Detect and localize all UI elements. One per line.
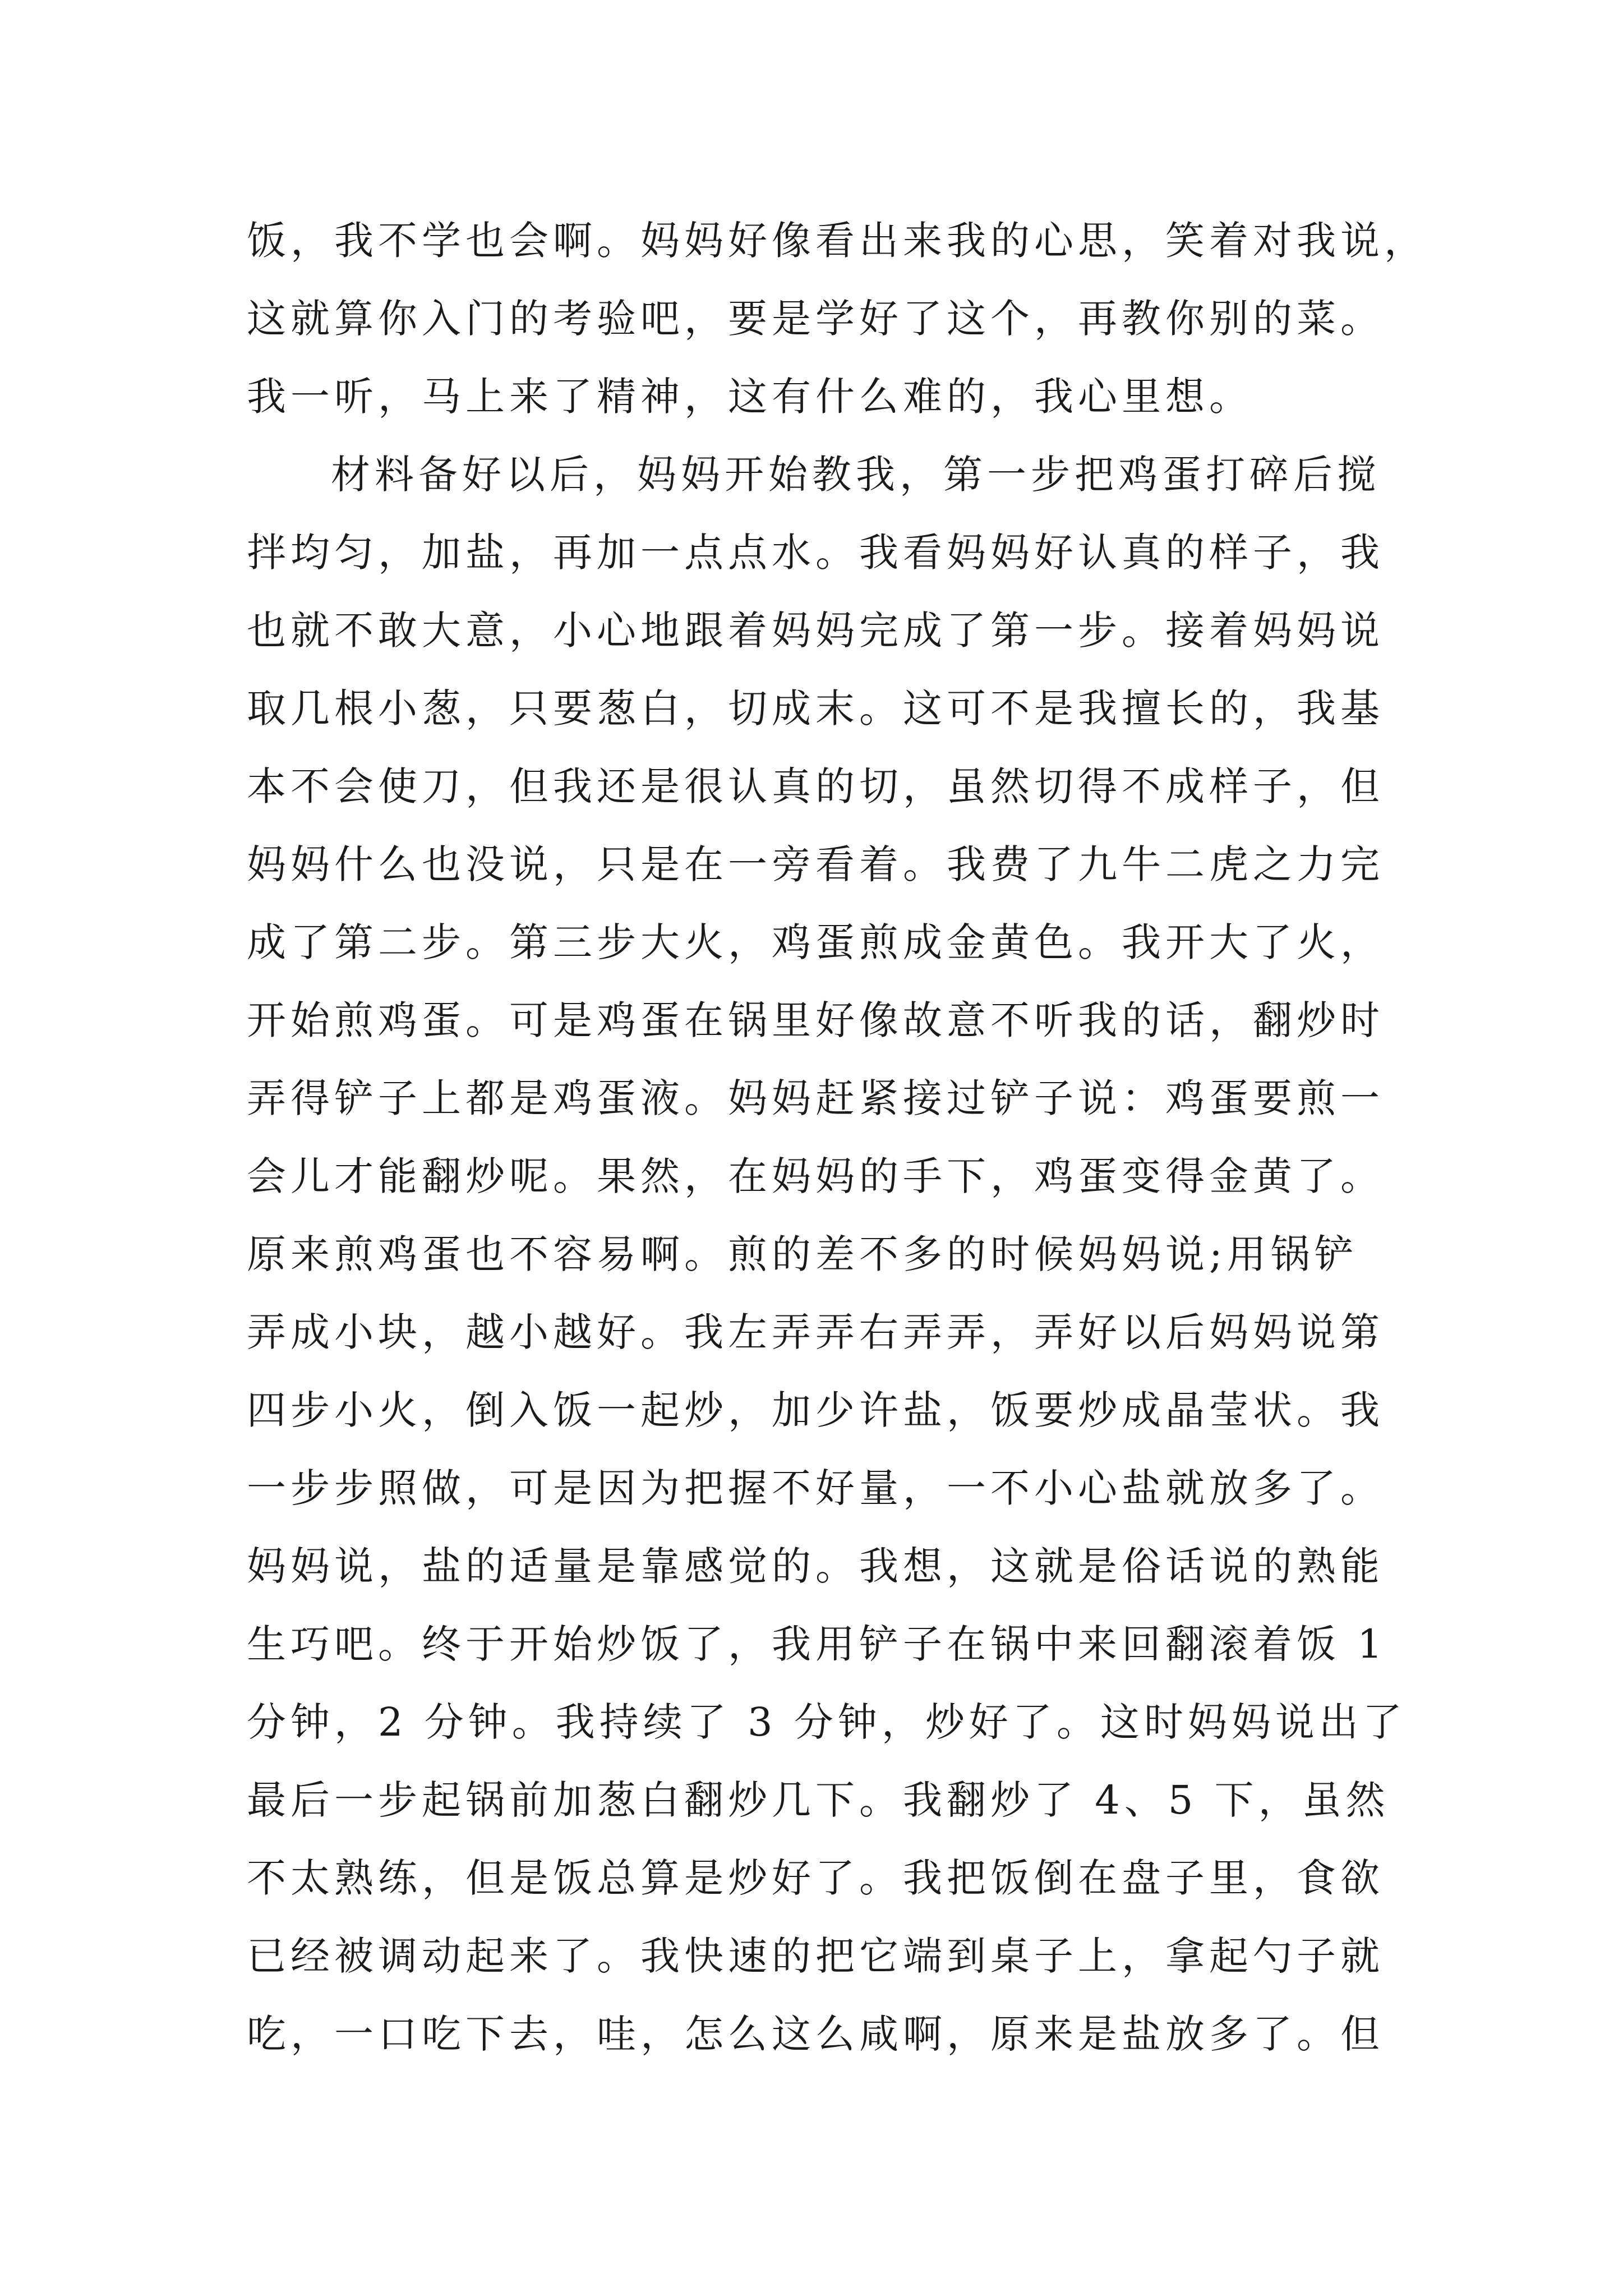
text-line: 分钟，2 分钟。我持续了 3 分钟，炒好了。这时妈妈说出了 xyxy=(247,1699,1407,1745)
text-line: 原来煎鸡蛋也不容易啊。煎的差不多的时候妈妈说;用锅铲 xyxy=(247,1231,1358,1277)
text-line: 本不会使刀，但我还是很认真的切，虽然切得不成样子，但 xyxy=(247,763,1384,809)
text-line: 我一听，马上来了精神，这有什么难的，我心里想。 xyxy=(247,374,1253,420)
text-line: 不太熟练，但是饭总算是炒好了。我把饭倒在盘子里，食欲 xyxy=(247,1855,1384,1901)
text-line: 生巧吧。终于开始炒饭了，我用铲子在锅中来回翻滚着饭 1 xyxy=(247,1621,1387,1667)
text-line: 最后一步起锅前加葱白翻炒几下。我翻炒了 4、5 下，虽然 xyxy=(247,1777,1390,1823)
text-line: 成了第二步。第三步大火，鸡蛋煎成金黄色。我开大了火， xyxy=(247,919,1384,965)
text-line: 四步小火，倒入饭一起炒，加少许盐，饭要炒成晶莹状。我 xyxy=(247,1387,1384,1433)
text-line: 开始煎鸡蛋。可是鸡蛋在锅里好像故意不听我的话，翻炒时 xyxy=(247,997,1384,1043)
paragraph-start-line: 材料备好以后，妈妈开始教我，第一步把鸡蛋打碎后搅 xyxy=(331,452,1381,498)
text-line: 弄得铲子上都是鸡蛋液。妈妈赶紧接过铲子说：鸡蛋要煎一 xyxy=(247,1075,1384,1121)
text-line: 一步步照做，可是因为把握不好量，一不小心盐就放多了。 xyxy=(247,1465,1384,1511)
text-line: 这就算你入门的考验吧，要是学好了这个，再教你别的菜。 xyxy=(247,296,1384,342)
text-line: 弄成小块，越小越好。我左弄弄右弄弄，弄好以后妈妈说第 xyxy=(247,1309,1384,1355)
text-line: 已经被调动起来了。我快速的把它端到桌子上，拿起勺子就 xyxy=(247,1933,1384,1979)
text-line: 取几根小葱，只要葱白，切成末。这可不是我擅长的，我基 xyxy=(247,685,1384,731)
text-line: 会儿才能翻炒呢。果然，在妈妈的手下，鸡蛋变得金黄了。 xyxy=(247,1153,1384,1199)
text-line: 也就不敢大意，小心地跟着妈妈完成了第一步。接着妈妈说 xyxy=(247,608,1384,654)
text-line: 拌均匀，加盐，再加一点点水。我看妈妈好认真的样子，我 xyxy=(247,530,1384,576)
text-line: 妈妈什么也没说，只是在一旁看着。我费了九牛二虎之力完 xyxy=(247,841,1384,887)
text-line: 妈妈说，盐的适量是靠感觉的。我想，这就是俗话说的熟能 xyxy=(247,1543,1384,1589)
text-line: 饭，我不学也会啊。妈妈好像看出来我的心思，笑着对我说， xyxy=(247,218,1428,264)
body-text xyxy=(247,202,1428,2073)
text-line: 吃，一口吃下去，哇，怎么这么咸啊，原来是盐放多了。但 xyxy=(247,2011,1384,2057)
